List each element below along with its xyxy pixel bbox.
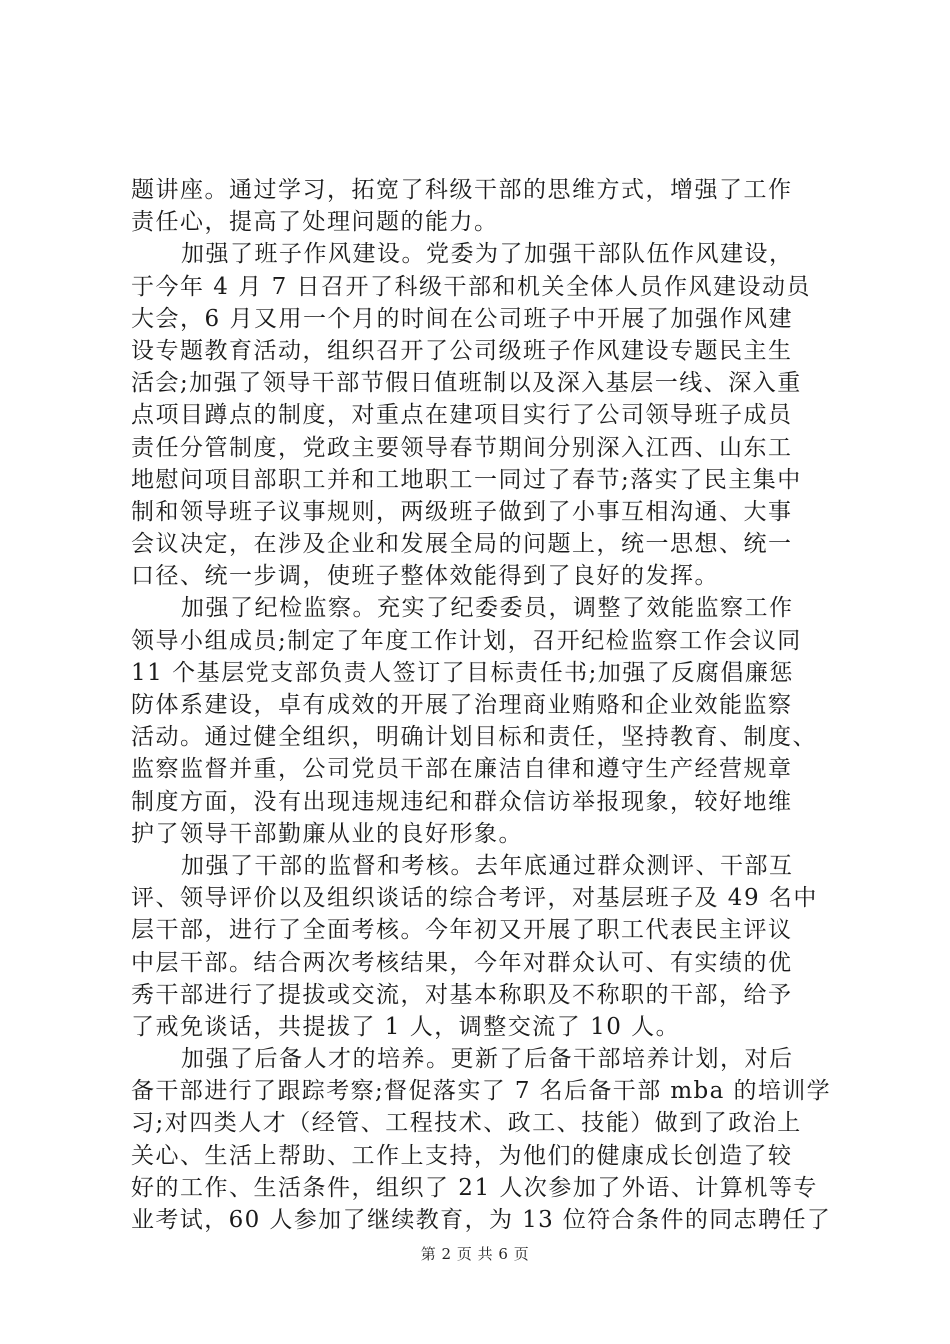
- page-number-footer: 第 2 页 共 6 页: [420, 1245, 530, 1263]
- text-line: 点项目蹲点的制度，对重点在建项目实行了公司领导班子成员: [131, 402, 793, 429]
- text-line: 加强了后备人才的培养。更新了后备干部培养计划，对后: [181, 1046, 794, 1073]
- text-line: 责任心，提高了处理问题的能力。: [131, 209, 499, 236]
- text-line: 关心、生活上帮助、工作上支持，为他们的健康成长创造了较: [131, 1142, 793, 1169]
- text-line: 评、领导评价以及组织谈话的综合考评，对基层班子及 49 名中: [131, 885, 818, 912]
- text-line: 了戒免谈话，共提拔了 1 人，调整交流了 10 人。: [131, 1013, 681, 1040]
- text-line: 制度方面，没有出现违规违纪和群众信访举报现象，较好地维: [131, 788, 793, 815]
- text-line: 活动。通过健全组织，明确计划目标和责任，坚持教育、制度、: [131, 724, 817, 751]
- text-line: 习;对四类人才（经管、工程技术、政工、技能）做到了政治上: [131, 1110, 802, 1137]
- text-line: 活会;加强了领导干部节假日值班制以及深入基层一线、深入重: [131, 370, 802, 397]
- text-line: 护了领导干部勤廉从业的良好形象。: [131, 820, 523, 847]
- text-line: 11 个基层党支部负责人签订了目标责任书;加强了反腐倡廉惩: [131, 659, 794, 686]
- text-line: 责任分管制度，党政主要领导春节期间分别深入江西、山东工: [131, 434, 793, 461]
- text-line: 加强了干部的监督和考核。去年底通过群众测评、干部互: [181, 852, 794, 879]
- text-line: 设专题教育活动，组织召开了公司级班子作风建设专题民主生: [131, 337, 793, 364]
- text-line: 口径、统一步调，使班子整体效能得到了良好的发挥。: [131, 563, 719, 590]
- text-line: 于今年 4 月 7 日召开了科级干部和机关全体人员作风建设动员: [131, 273, 812, 300]
- text-line: 业考试，60 人参加了继续教育，为 13 位符合条件的同志聘任了: [131, 1207, 832, 1233]
- text-line: 地慰问项目部职工并和工地职工一同过了春节;落实了民主集中: [131, 466, 802, 493]
- text-line: 秀干部进行了提拔或交流，对基本称职及不称职的干部，给予: [131, 981, 793, 1008]
- text-line: 制和领导班子议事规则，两级班子做到了小事互相沟通、大事: [131, 498, 793, 525]
- text-line: 备干部进行了跟踪考察;督促落实了 7 名后备干部 mba 的培训学: [131, 1078, 832, 1105]
- text-line: 层干部，进行了全面考核。今年初又开展了职工代表民主评议: [131, 917, 793, 944]
- text-line: 大会，6 月又用一个月的时间在公司班子中开展了加强作风建: [131, 305, 793, 332]
- text-line: 加强了班子作风建设。党委为了加强干部队伍作风建设，: [181, 241, 794, 268]
- text-line: 监察监督并重，公司党员干部在廉洁自律和遵守生产经营规章: [131, 756, 793, 783]
- document-body: [131, 174, 831, 1236]
- text-line: 领导小组成员;制定了年度工作计划，召开纪检监察工作会议同: [131, 627, 802, 654]
- text-line: 加强了纪检监察。充实了纪委委员，调整了效能监察工作: [181, 595, 794, 622]
- text-line: 题讲座。通过学习，拓宽了科级干部的思维方式，增强了工作: [131, 177, 793, 203]
- text-line: 好的工作、生活条件，组织了 21 人次参加了外语、计算机等专: [131, 1174, 818, 1201]
- text-line: 防体系建设，卓有成效的开展了治理商业贿赂和企业效能监察: [131, 692, 793, 718]
- text-line: 中层干部。结合两次考核结果，今年对群众认可、有实绩的优: [131, 949, 793, 976]
- text-line: 会议决定，在涉及企业和发展全局的问题上，统一思想、统一: [131, 531, 793, 558]
